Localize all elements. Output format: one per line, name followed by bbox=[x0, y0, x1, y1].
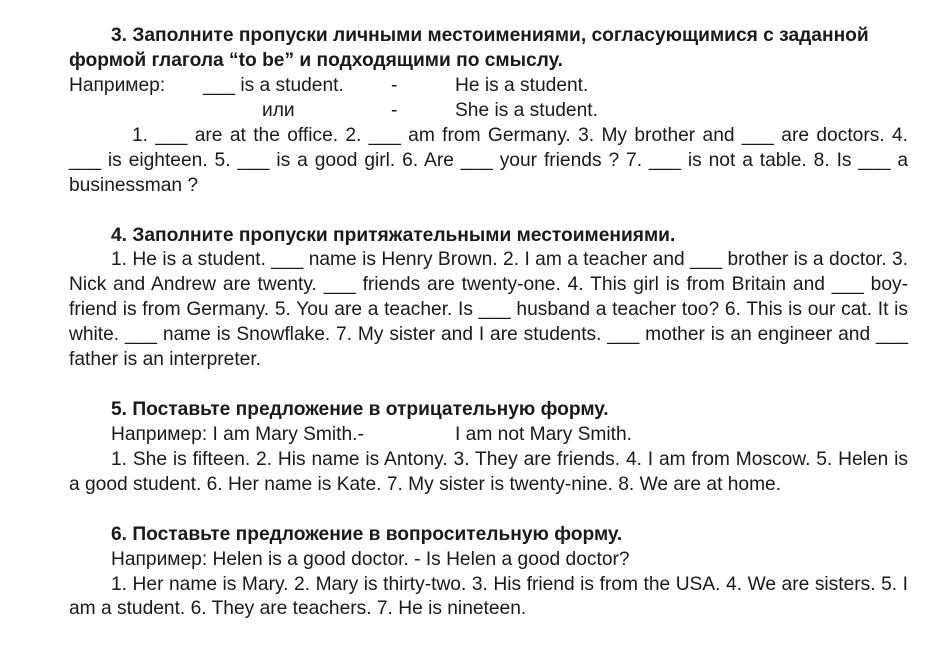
example-answer: He is a student. bbox=[455, 74, 589, 96]
example-dash: - bbox=[391, 99, 398, 121]
example-answer: I am not Mary Smith. bbox=[455, 423, 632, 445]
exercise-5-example-row bbox=[69, 423, 908, 448]
exercise-3-heading: 3. Заполните пропуски личными местоимениями, согласующимися с заданной формой глагола “to be” и подходящими по смыслу. bbox=[69, 25, 869, 71]
example-or: или bbox=[262, 99, 295, 121]
exercise-3-example-row-2 bbox=[69, 99, 908, 124]
exercise-4-body: 1. He is a student. ___ name is Henry Brown. 2. I am a teacher and ___ brother is a doctor. 3. Nick and Andrew are twenty. ___ friends are twenty-one. 4. This girl is from Britain and ___ boy-friend is from Germany. 5. You are a teacher. Is ___ husband a teacher too? 6. This is our cat. It is white. ___ name is Snowflake. 7. My sister and I are students. ___ mother is an engineer and ___ father is an interpreter. bbox=[69, 249, 908, 371]
example-label: Например: bbox=[69, 74, 166, 96]
exercise-3 bbox=[69, 24, 908, 199]
example-dash: - bbox=[391, 74, 398, 96]
example-sentence: Например: I am Mary Smith.- bbox=[111, 423, 364, 445]
exercise-5-heading: 5. Поставьте предложение в отрицательную форму. bbox=[111, 398, 609, 420]
example-answer: She is a student. bbox=[455, 99, 598, 121]
exercise-6 bbox=[69, 523, 908, 623]
exercise-4-heading: 4. Заполните пропуски притяжательными местоимениями. bbox=[111, 224, 676, 246]
exercise-6-example: Например: Helen is a good doctor. - Is Helen a good doctor? bbox=[111, 548, 630, 570]
example-prompt: ___ is a student. bbox=[203, 74, 344, 96]
exercise-3-example-row-1 bbox=[69, 74, 908, 99]
exercise-5 bbox=[69, 398, 908, 498]
exercise-3-body: 1. ___ are at the office. 2. ___ am from Germany. 3. My brother and ___ are doctors. 4. ___ is eighteen. 5. ___ is a good girl. 6. Are ___ your friends ? 7. ___ is not a table. 8. Is ___ a businessman ? bbox=[69, 124, 908, 196]
exercise-6-heading: 6. Поставьте предложение в вопросительную форму. bbox=[111, 523, 623, 545]
exercise-5-body: 1. She is fifteen. 2. His name is Antony. 3. They are friends. 4. I am from Moscow. 5. Helen is a good student. 6. Her name is Kate. 7. My sister is twenty-nine. 8. We are at home. bbox=[69, 448, 908, 495]
exercise-4 bbox=[69, 224, 908, 373]
exercise-6-body: 1. Her name is Mary. 2. Mary is thirty-two. 3. His friend is from the USA. 4. We are sisters. 5. I am a student. 6. They are teachers. 7. He is nineteen. bbox=[69, 573, 908, 620]
